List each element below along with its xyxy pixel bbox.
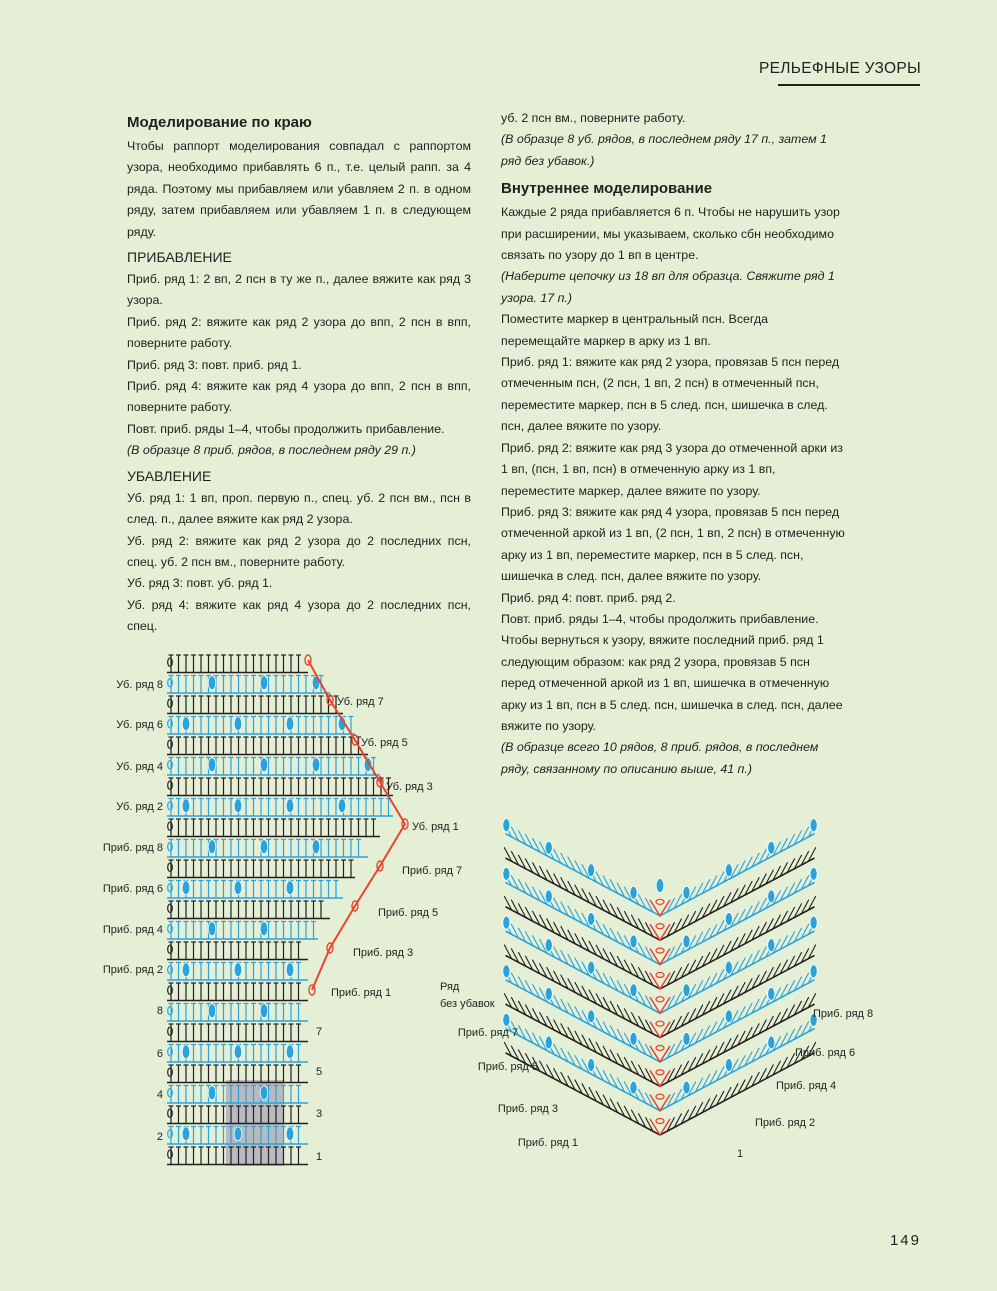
row-base	[660, 858, 815, 940]
chart-left-label: 4	[156, 1089, 163, 1101]
increase-note: (В образце 8 приб. рядов, в последнем ряду 29 п.)	[127, 443, 416, 458]
bobble-stitch	[588, 1010, 595, 1023]
chart-right-label: Уб. ряд 1	[412, 821, 459, 833]
chart-right-label: Уб. ряд 3	[386, 781, 433, 793]
bobble-stitch	[768, 1036, 775, 1049]
bobble-stitch	[588, 864, 595, 877]
bobble-stitch	[768, 890, 775, 903]
increase-row-2: Приб. ряд 2: вяжите как ряд 2 узора до впп, 2 псн в впп, поверните работу.	[127, 314, 471, 351]
chart-left-label: Уб. ряд 8	[116, 679, 163, 691]
chart-right-side-label: Приб. ряд 7	[457, 1027, 518, 1039]
increase-v	[650, 1119, 670, 1135]
bobble-stitch	[725, 864, 732, 877]
chart-right-label: 5	[316, 1066, 323, 1078]
chart-right-side-label: Ряд	[440, 981, 460, 993]
bobble-stitch	[725, 1010, 732, 1023]
chart-left-label: Уб. ряд 2	[116, 801, 163, 813]
increase-repeat: Повт. приб. ряды 1–4, чтобы продолжить прибавление.	[127, 421, 445, 436]
increase-chain	[656, 924, 664, 929]
bobble-stitch	[545, 939, 552, 952]
chart-right-label: Приб. ряд 7	[402, 865, 463, 877]
chart-left-label: Приб. ряд 2	[102, 964, 163, 976]
increase-chain	[656, 997, 664, 1002]
increase-v	[650, 1095, 670, 1111]
row-base	[660, 907, 815, 989]
increase-row-3: Приб. ряд 3: повт. приб. ряд 1.	[127, 357, 302, 372]
decrease-continuation: уб. 2 псн вм., поверните работу.	[501, 111, 686, 125]
bobble-stitch	[810, 867, 817, 880]
chart-left-label: Приб. ряд 8	[102, 842, 163, 854]
bobble-stitch	[683, 984, 690, 997]
increase-v	[650, 973, 670, 989]
chart-left-label: Уб. ряд 4	[116, 761, 163, 773]
decrease-heading: УБАВЛЕНИЕ	[127, 467, 212, 484]
bobble-stitch	[810, 916, 817, 929]
chart-right-side-label: Приб. ряд 4	[776, 1080, 837, 1092]
bobble-stitch	[503, 819, 510, 832]
bobble-stitch	[683, 1032, 690, 1045]
row-base	[660, 1004, 815, 1086]
increase-chain	[656, 948, 664, 953]
row-base	[505, 1004, 660, 1086]
bobble-stitch	[503, 867, 510, 880]
inc-row-2-paragraph: Приб. ряд 2: вяжите как ряд 3 узора до отмеченной арки из 1 вп, (псн, 1 вп, псн) в отмеченную арку из 1 вп, переместите маркер, далее вяжите по узору.	[501, 440, 843, 498]
chart-right-side-label: Приб. ряд 1	[517, 1137, 578, 1149]
bobble-stitch	[545, 841, 552, 854]
increase-chain	[656, 899, 664, 904]
increase-chain	[656, 1045, 664, 1050]
inc-row-4-paragraph: Приб. ряд 4: повт. приб. ряд 2.	[501, 590, 676, 605]
increase-v	[650, 900, 670, 916]
chart-left-label: 8	[156, 1005, 163, 1017]
increase-v	[650, 1070, 670, 1086]
marker-paragraph: Поместите маркер в центральный псн. Всегда перемещайте маркер в арку из 1 вп.	[501, 312, 768, 348]
chart-right-side-label: 1	[737, 1148, 744, 1160]
bobble-stitch	[768, 841, 775, 854]
repeat-paragraph: Повт. приб. ряды 1–4, чтобы продолжить прибавление.	[501, 611, 819, 626]
bobble-stitch	[630, 984, 637, 997]
chart-right-side-label: без убавок	[440, 998, 495, 1010]
increase-heading: ПРИБАВЛЕНИЕ	[127, 249, 232, 266]
bobble-stitch	[588, 1059, 595, 1072]
bobble-stitch	[630, 886, 637, 899]
chart-right-side-label: Приб. ряд 2	[755, 1117, 816, 1129]
chart-right-side-label: Приб. ряд 5	[477, 1061, 538, 1073]
bobble-stitch	[503, 965, 510, 978]
section-label: РЕЛЬЕФНЫЕ УЗОРЫ	[758, 60, 921, 77]
bobble-stitch	[683, 935, 690, 948]
increase-chain	[656, 972, 664, 977]
decrease-row-2: Уб. ряд 2: вяжите как ряд 2 узора до 2 последних псн, спец. уб. 2 псн вм., поверните работу.	[127, 533, 471, 569]
chart-right-label: Приб. ряд 3	[353, 947, 414, 959]
bobble-stitch	[656, 878, 664, 892]
bobble-stitch	[630, 1032, 637, 1045]
increase-v	[650, 1022, 670, 1038]
bobble-stitch	[810, 965, 817, 978]
bobble-stitch	[545, 890, 552, 903]
bobble-stitch	[588, 912, 595, 925]
bobble-stitch	[683, 1081, 690, 1094]
chart-right-label: 3	[316, 1108, 323, 1120]
bobble-stitch	[630, 935, 637, 948]
bobble-stitch	[588, 961, 595, 974]
bobble-stitch	[683, 886, 690, 899]
chain-note: (Наберите цепочку из 18 вп для образца. Свяжите ряд 1 узора. 17 п.)	[501, 269, 835, 305]
chart-right-label: Уб. ряд 5	[361, 737, 408, 749]
row-base	[660, 955, 815, 1037]
chart-right-side-label: Приб. ряд 8	[813, 1008, 874, 1020]
increase-chain	[656, 1094, 664, 1099]
row-base	[505, 858, 660, 940]
edge-shaping-intro: Чтобы раппорт моделирования совпадал с раппортом узора, необходимо прибавлять 6 п., т.е. целый рапп. за 4 ряда. Поэтому мы прибавляем или убавляем 2 п. в одном ряду, затем прибавляем или убавляем 1 п. в следующем ряду.	[127, 139, 471, 239]
decrease-row-1: Уб. ряд 1: 1 вп, проп. первую п., спец. уб. 2 псн вм., псн в след. п., далее вяжите как ряд 2 узора.	[127, 490, 471, 527]
bobble-stitch	[725, 1059, 732, 1072]
bobble-stitch	[725, 961, 732, 974]
increase-row-1: Приб. ряд 1: 2 вп, 2 псн в ту же п., далее вяжите как ряд 3 узора.	[127, 272, 471, 308]
increase-chain	[656, 1070, 664, 1075]
bobble-stitch	[503, 1013, 510, 1026]
chart-right-side-label: Приб. ряд 6	[795, 1047, 856, 1059]
increase-chain	[656, 1119, 664, 1124]
inc-row-3-paragraph: Приб. ряд 3: вяжите как ряд 4 узора, провязав 5 псн перед отмеченной аркой из 1 вп, (2 псн, 1 вп, 2 псн) в отмеченную арку из 1 вп, переместите маркер, псн в 5 след. псн, шишечка в след. псн, далее вяжите по узору.	[501, 504, 845, 584]
bobble-stitch	[768, 939, 775, 952]
return-paragraph: Чтобы вернуться к узору, вяжите последний приб. ряд 1 следующим образом: как ряд 2 узора, провязав 5 псн перед отмеченной аркой из 1 вп, шишечка в отмеченную арку из 1 вп, псн в 5 след. псн, шишечка в след. псн, далее вяжите по узору.	[501, 633, 843, 733]
inner-shaping-title: Внутреннее моделирование	[501, 180, 713, 198]
page-number: 149	[889, 1232, 921, 1249]
chart-right-label: Приб. ряд 1	[331, 987, 392, 999]
row-base	[660, 834, 815, 916]
bobble-stitch	[810, 819, 817, 832]
chart-left-label: 6	[156, 1048, 163, 1060]
bobble-stitch	[630, 1081, 637, 1094]
chart-left-label: Уб. ряд 6	[116, 719, 163, 731]
bobble-stitch	[725, 912, 732, 925]
decrease-row-4: Уб. ряд 4: вяжите как ряд 4 узора до 2 последних псн, спец.	[127, 597, 471, 634]
final-note: (В образце всего 10 рядов, 8 приб. рядов, в последнем ряду, связанному по описанию выше, 41 п.)	[501, 740, 819, 776]
chart-left-label: Приб. ряд 6	[102, 883, 163, 895]
decrease-note: (В образце 8 уб. рядов, в последнем ряду 17 п., затем 1 ряд без убавок.)	[501, 132, 827, 168]
chart-right-label: Приб. ряд 5	[378, 907, 439, 919]
chart-left-label: Приб. ряд 4	[102, 924, 163, 936]
row-base	[505, 907, 660, 989]
inner-shaping-intro: Каждые 2 ряда прибавляется 6 п. Чтобы не нарушить узор при расширении, мы указываем, сколько сбн необходимо связать по узору до 1 вп в центре.	[501, 205, 840, 263]
chart-right-label: Уб. ряд 7	[337, 696, 384, 708]
chart-right-label: 1	[316, 1151, 323, 1163]
decrease-row-3: Уб. ряд 3: повт. уб. ряд 1.	[127, 576, 273, 591]
bobble-stitch	[768, 987, 775, 1000]
increase-v	[650, 924, 670, 940]
increase-chain	[656, 1021, 664, 1026]
edge-shaping-title: Моделирование по краю	[127, 114, 312, 131]
increase-v	[650, 1046, 670, 1062]
increase-row-4: Приб. ряд 4: вяжите как ряд 4 узора до впп, 2 псн в впп, поверните работу.	[127, 379, 471, 415]
bobble-stitch	[545, 1036, 552, 1049]
bobble-stitch	[503, 916, 510, 929]
increase-v	[650, 949, 670, 965]
bobble-stitch	[545, 987, 552, 1000]
increase-v	[650, 997, 670, 1013]
chart-left-label: 2	[156, 1131, 163, 1143]
row-base	[505, 955, 660, 1037]
chart-right-label: 7	[316, 1026, 323, 1038]
row-base	[505, 834, 660, 916]
inc-row-1-paragraph: Приб. ряд 1: вяжите как ряд 2 узора, провязав 5 псн перед отмеченным псн, (2 псн, 1 вп, 2 псн) в отмеченный псн, переместите маркер, псн в 5 след. псн, шишечка в след. псн, далее вяжите по узору.	[501, 355, 840, 434]
chart-right-side-label: Приб. ряд 3	[497, 1103, 558, 1115]
